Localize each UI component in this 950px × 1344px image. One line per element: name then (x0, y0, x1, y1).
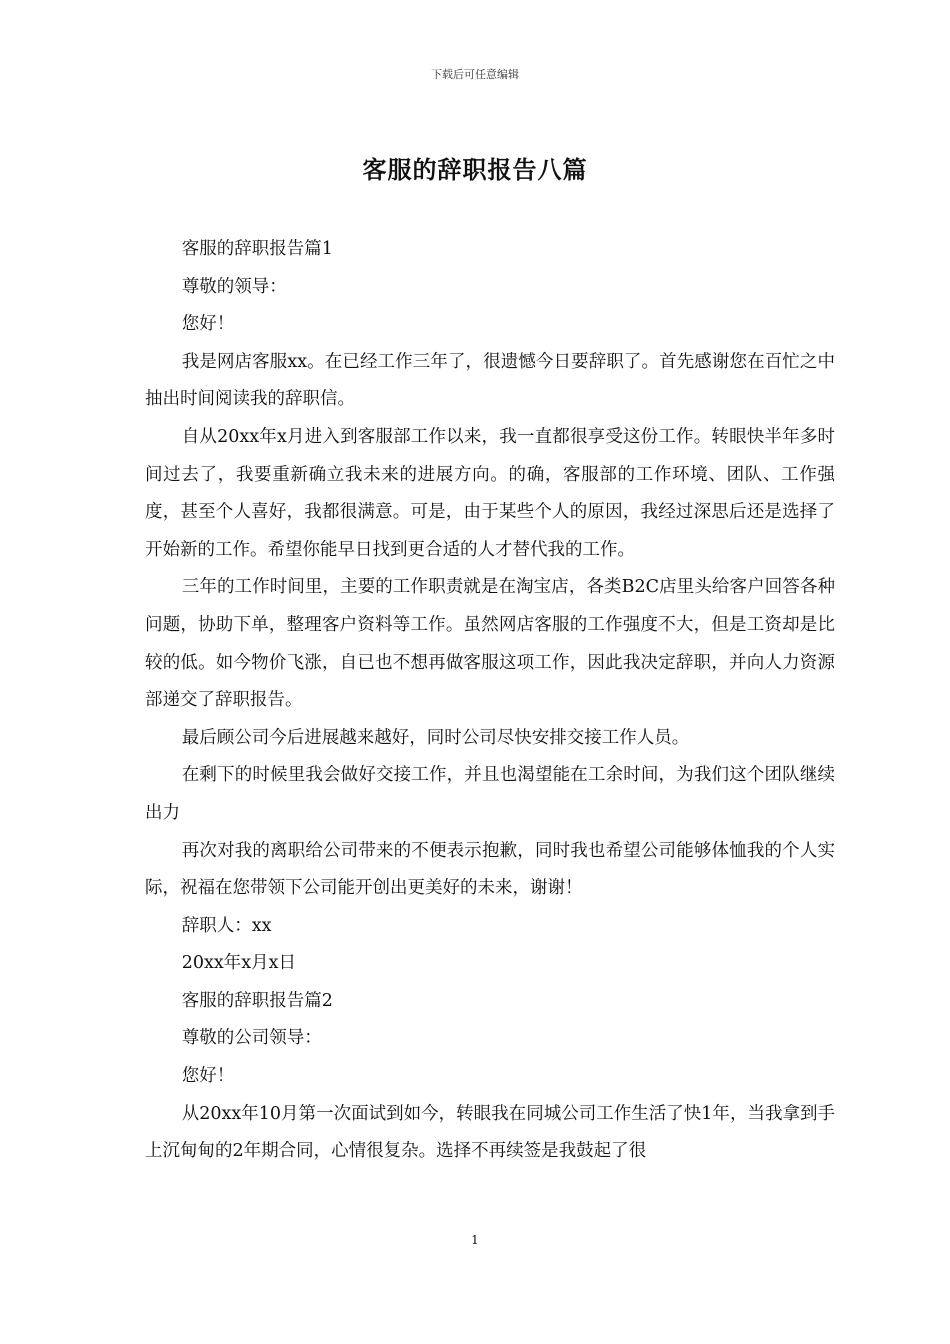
signature-name: 辞职人：xx (181, 915, 272, 936)
signature-date: 20xx年x月x日 (181, 953, 296, 974)
page-header-note: 下载后可任意编辑 (431, 68, 519, 81)
section-heading-2: 客服的辞职报告篇2 (181, 990, 333, 1011)
body-paragraph: 自从20xx年x月进入到客服部工作以来，我一直都很享受这份工作。转眼快半年多时间过去了，我要重新确立我未来的进展方向。的确，客服部的工作环境、团队、工作强度，甚至个人喜好，我都很满意。可是，由于某些个人的原因，我经过深思后还是选择了开始新的工作。希望你能早日找到更合适的人才替代我的工作。 (145, 426, 835, 560)
body-paragraph: 在剩下的时候里我会做好交接工作，并且也渴望能在工余时间，为我们这个团队继续出力 (145, 765, 835, 823)
salutation: 尊敬的领导： (181, 276, 287, 297)
page-number: 1 (471, 1233, 479, 1247)
section-heading-1: 客服的辞职报告篇1 (181, 239, 333, 259)
greeting: 您好！ (181, 314, 235, 335)
greeting: 您好！ (181, 1066, 235, 1087)
body-paragraph: 最后顾公司今后进展越来越好，同时公司尽快安排交接工作人员。 (181, 727, 690, 748)
body-paragraph: 我是网店客服xx。在已经工作三年了，很遗憾今日要辞职了。首先感谢您在百忙之中抽出时间阅读我的辞职信。 (145, 351, 835, 410)
salutation: 尊敬的公司领导： (181, 1028, 322, 1049)
document-body (145, 231, 835, 1171)
document-title: 客服的辞职报告八篇 (362, 155, 588, 184)
body-paragraph: 三年的工作时间里，主要的工作职责就是在淘宝店，各类B2C店里头给客户回答各种问题，协助下单，整理客户资料等工作。虽然网店客服的工作强度不大，但是工资却是比较的低。如今物价飞涨，自已也不想再做客服这项工作，因此我决定辞职，并向人力资源部递交了辞职报告。 (145, 577, 835, 711)
body-paragraph: 再次对我的离职给公司带来的不便表示抱歉，同时我也希望公司能够体恤我的个人实际，祝福在您带领下公司能开创出更美好的未来，谢谢！ (145, 840, 835, 899)
body-paragraph: 从20xx年10月第一次面试到如今，转眼我在同城公司工作生活了快1年，当我拿到手上沉甸甸的2年期合同，心情很复杂。选择不再续签是我鼓起了很 (145, 1103, 835, 1162)
